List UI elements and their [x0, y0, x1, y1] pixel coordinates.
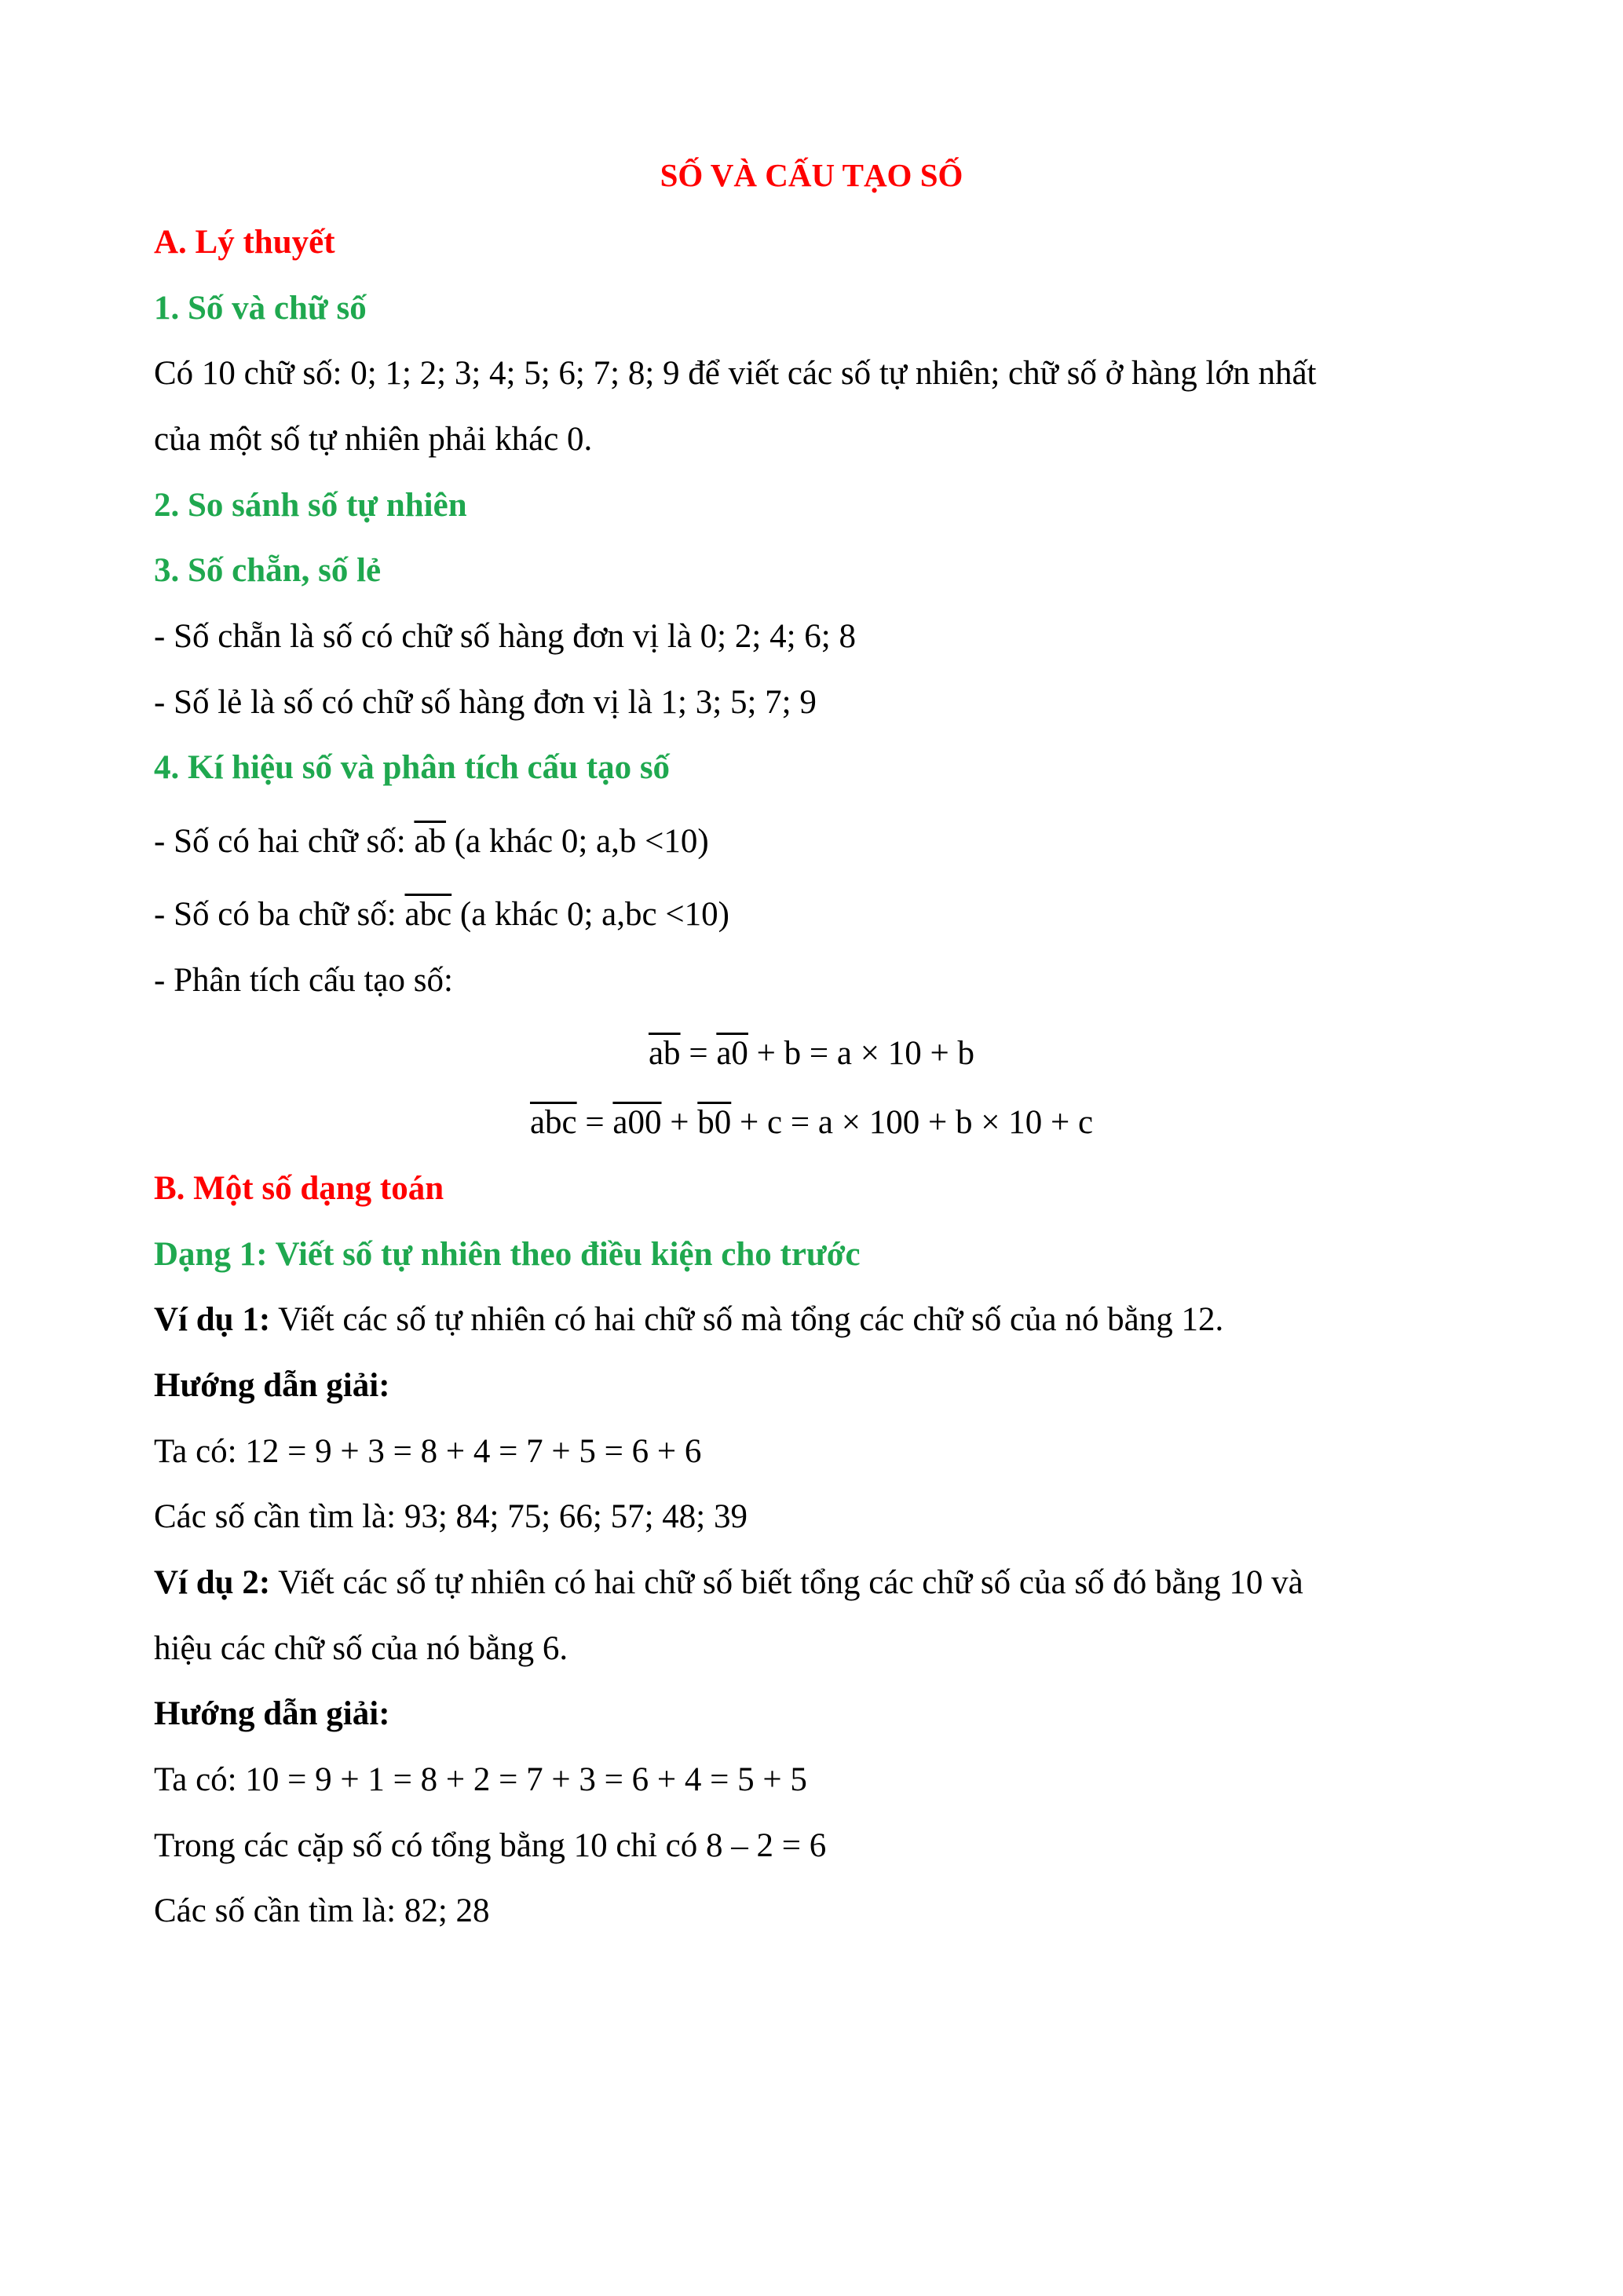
solution-1-line-1: Ta có: 12 = 9 + 3 = 8 + 4 = 7 + 5 = 6 + 6 [154, 1433, 702, 1470]
analysis-label: - Phân tích cấu tạo số: [154, 962, 453, 999]
two-digit-condition: (a khác 0; a,b <10) [446, 823, 709, 860]
subsection-1-text-line-1: Có 10 chữ số: 0; 1; 2; 3; 4; 5; 6; 7; 8; 9 để viết các số tự nhiên; chữ số ở hàng lớn nhất [154, 355, 1317, 392]
solution-2-line-1: Ta có: 10 = 9 + 1 = 8 + 2 = 7 + 3 = 6 + 4 = 5 + 5 [154, 1761, 807, 1798]
two-digit-symbol: $\overline{ab}$ [414, 823, 447, 860]
eq2-op-2: + [661, 1104, 698, 1141]
even-number-definition: - Số chẵn là số có chữ số hàng đơn vị là 0; 2; 4; 6; 8 [154, 618, 856, 655]
example-1-label: Ví dụ 1: [154, 1301, 271, 1338]
three-digit-notation [154, 894, 729, 936]
equation-three-digit [0, 1102, 1623, 1144]
example-2-text: Viết các số tự nhiên có hai chữ số biết tổng các chữ số của số đó bằng 10 và [270, 1564, 1303, 1601]
subsection-1-text-line-2: của một số tự nhiên phải khác 0. [154, 421, 593, 458]
two-digit-notation [154, 821, 709, 863]
problem-type-1-heading: Dạng 1: Viết số tự nhiên theo điều kiện cho trước [154, 1236, 861, 1273]
eq2-rest: + c = a × 100 + b × 10 + c [731, 1104, 1094, 1141]
example-1 [154, 1299, 1223, 1341]
example-2-line-1 [154, 1562, 1303, 1604]
example-1-text: Viết các số tự nhiên có hai chữ số mà tổng các chữ số của nó bằng 12. [270, 1301, 1224, 1338]
example-2-line-2: hiệu các chữ số của nó bằng 6. [154, 1630, 568, 1667]
subsection-4-heading: 4. Kí hiệu số và phân tích cấu tạo số [154, 749, 671, 786]
eq2-term-abc: $\overline{abc}$ [529, 1104, 577, 1141]
section-b-heading: B. Một số dạng toán [154, 1170, 444, 1207]
eq1-rest: + b = a × 10 + b [748, 1035, 975, 1072]
subsection-2-heading: 2. So sánh số tự nhiên [154, 487, 467, 524]
subsection-3-heading: 3. Số chẵn, số lẻ [154, 552, 382, 589]
three-digit-prefix: - Số có ba chữ số: [154, 896, 405, 933]
eq2-term-b0: b0 [697, 1104, 732, 1141]
solution-2-line-3: Các số cần tìm là: 82; 28 [154, 1892, 490, 1929]
three-digit-condition: (a khác 0; a,bc <10) [451, 896, 729, 933]
eq1-op-1: = [680, 1035, 717, 1072]
solution-2-line-2: Trong các cặp số có tổng bằng 10 chỉ có 8 – 2 = 6 [154, 1827, 827, 1864]
section-a-heading: A. Lý thuyết [154, 224, 335, 261]
two-digit-prefix: - Số có hai chữ số: [154, 823, 415, 860]
solution-2-label: Hướng dẫn giải: [154, 1695, 390, 1732]
solution-1-label: Hướng dẫn giải: [154, 1367, 390, 1404]
three-digit-symbol: $\overline{abc}$ [404, 896, 452, 933]
document-title: SỐ VÀ CẤU TẠO SỐ [660, 157, 963, 193]
example-2-label: Ví dụ 2: [154, 1564, 271, 1601]
eq2-op-1: = [576, 1104, 613, 1141]
solution-1-line-2: Các số cần tìm là: 93; 84; 75; 66; 57; 48; 39 [154, 1498, 748, 1535]
eq1-term-a0: a0 [716, 1035, 748, 1072]
eq2-term-a00: a00 [612, 1104, 662, 1141]
odd-number-definition: - Số lẻ là số có chữ số hàng đơn vị là 1; 3; 5; 7; 9 [154, 684, 817, 721]
eq1-term-ab: $\overline{ab}$ [648, 1035, 681, 1072]
subsection-1-heading: 1. Số và chữ số [154, 290, 367, 327]
equation-two-digit [0, 1033, 1623, 1075]
